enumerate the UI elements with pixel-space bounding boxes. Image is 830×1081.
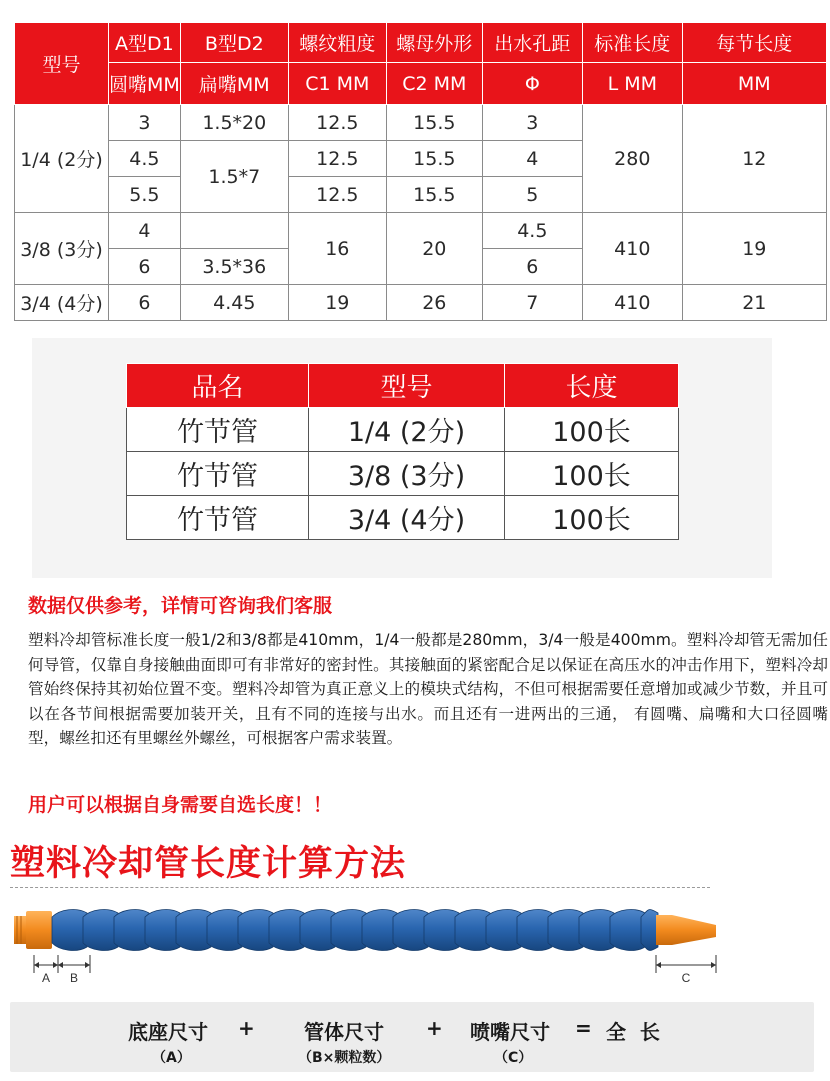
hose-segment — [83, 910, 118, 951]
spec-header-row-2 — [15, 63, 827, 105]
hose-segment — [145, 910, 180, 951]
cell-d2: 4.45 — [180, 285, 288, 321]
cell-c2: 20 — [386, 213, 482, 285]
cell-d1: 6 — [109, 285, 181, 321]
cell-model: 3/4 (4分) — [309, 496, 505, 540]
hose-segment — [486, 910, 521, 951]
cell-phi: 3 — [482, 105, 582, 141]
formula-body-sub: （B×颗粒数） — [298, 1050, 391, 1066]
dimension-markers — [34, 955, 716, 973]
table-row — [127, 496, 679, 540]
header-length: 长度 — [505, 364, 679, 408]
cell-model: 1/4 (2分) — [15, 105, 109, 213]
formula-plus-1: + — [238, 1016, 255, 1040]
cell-d2: 3.5*36 — [180, 249, 288, 285]
hose-segment — [517, 910, 552, 951]
header-model: 型号 — [309, 364, 505, 408]
cell-l: 280 — [582, 105, 682, 213]
cell-phi: 5 — [482, 177, 582, 213]
hose-segment — [52, 910, 87, 951]
length-table-header — [127, 364, 679, 408]
cell-model: 3/8 (3分) — [309, 452, 505, 496]
header-l: 标准长度 — [582, 23, 682, 63]
header-c2: 螺母外形 — [386, 23, 482, 63]
table-row — [15, 285, 827, 321]
table-row — [15, 213, 827, 249]
cell-name: 竹节管 — [127, 408, 309, 452]
cell-model: 3/4 (4分) — [15, 285, 109, 321]
length-table — [126, 363, 679, 540]
formula-base-sub: （A） — [152, 1050, 191, 1066]
unit-seg: MM — [682, 63, 826, 105]
cell-d1: 6 — [109, 249, 181, 285]
table-row — [127, 452, 679, 496]
cell-name: 竹节管 — [127, 496, 309, 540]
cell-c1: 12.5 — [288, 177, 386, 213]
nozzle-icon — [656, 915, 716, 945]
spec-header-row-1 — [15, 23, 827, 63]
cell-c2: 15.5 — [386, 177, 482, 213]
dim-label-a: A — [41, 971, 51, 985]
cell-model: 3/8 (3分) — [15, 213, 109, 285]
dim-label-b: B — [69, 971, 79, 985]
cell-d2: 1.5*20 — [180, 105, 288, 141]
cell-c2: 15.5 — [386, 141, 482, 177]
cell-d1: 4.5 — [109, 141, 181, 177]
hose-segment — [114, 910, 149, 951]
cell-name: 竹节管 — [127, 452, 309, 496]
unit-phi: Φ — [482, 63, 582, 105]
header-phi: 出水孔距 — [482, 23, 582, 63]
hose-segment — [610, 910, 645, 951]
unit-c1: C1 MM — [288, 63, 386, 105]
cell-l: 410 — [582, 213, 682, 285]
header-name: 品名 — [127, 364, 309, 408]
hose-segments — [52, 910, 658, 951]
cell-length: 100长 — [505, 496, 679, 540]
cell-seg: 19 — [682, 213, 826, 285]
cell-d1: 4 — [109, 213, 181, 249]
table-row — [127, 408, 679, 452]
reference-notice: 数据仅供参考，详情可咨询我们客服 — [28, 595, 333, 617]
hose-segment — [579, 910, 614, 951]
formula-body: 管体尺寸 — [304, 1020, 384, 1044]
table-row — [15, 105, 827, 141]
formula-plus-2: + — [426, 1016, 443, 1040]
cell-seg: 21 — [682, 285, 826, 321]
header-d2: B型D2 — [180, 23, 288, 63]
hose-segment — [362, 910, 397, 951]
formula-nozzle-sub: （C） — [494, 1050, 533, 1066]
hose-segment — [238, 910, 273, 951]
formula-equals: = — [575, 1016, 592, 1040]
cell-length: 100长 — [505, 408, 679, 452]
cell-c2: 26 — [386, 285, 482, 321]
cell-d2: 1.5*7 — [180, 141, 288, 213]
hose-segment — [393, 910, 428, 951]
cell-phi: 4.5 — [482, 213, 582, 249]
hose-segment — [176, 910, 211, 951]
cell-c1: 12.5 — [288, 141, 386, 177]
cell-seg: 12 — [682, 105, 826, 213]
custom-length-notice: 用户可以根据自身需要自选长度！！ — [28, 794, 333, 816]
hose-segment — [455, 910, 490, 951]
hose-segment — [207, 910, 242, 951]
unit-c2: C2 MM — [386, 63, 482, 105]
cell-d2 — [180, 213, 288, 249]
hose-segment — [269, 910, 304, 951]
cell-c1: 12.5 — [288, 105, 386, 141]
cell-c2: 15.5 — [386, 105, 482, 141]
cell-l: 410 — [582, 285, 682, 321]
header-seg: 每节长度 — [682, 23, 826, 63]
unit-d1: 圆嘴MM — [109, 63, 181, 105]
formula-base: 底座尺寸 — [128, 1020, 208, 1044]
dim-label-c: C — [681, 971, 691, 985]
cell-d1: 5.5 — [109, 177, 181, 213]
unit-l: L MM — [582, 63, 682, 105]
section-divider — [10, 887, 710, 888]
calc-section-title: 塑料冷却管长度计算方法 — [10, 844, 407, 884]
header-c1: 螺纹粗度 — [288, 23, 386, 63]
cell-model: 1/4 (2分) — [309, 408, 505, 452]
base-fitting-icon — [14, 911, 52, 949]
formula-nozzle: 喷嘴尺寸 — [470, 1020, 550, 1044]
header-model: 型号 — [15, 23, 109, 105]
hose-segment — [300, 910, 335, 951]
cell-phi: 4 — [482, 141, 582, 177]
hose-segment — [331, 910, 366, 951]
hose-segment — [548, 910, 583, 951]
cell-phi: 7 — [482, 285, 582, 321]
coolant-hose-diagram — [0, 895, 830, 995]
spec-table — [14, 22, 827, 321]
cell-phi: 6 — [482, 249, 582, 285]
hose-segment — [424, 910, 459, 951]
formula-total: 全 长 — [606, 1020, 660, 1044]
unit-d2: 扁嘴MM — [180, 63, 288, 105]
cell-c1: 19 — [288, 285, 386, 321]
cell-d1: 3 — [109, 105, 181, 141]
cell-c1: 16 — [288, 213, 386, 285]
header-d1: A型D1 — [109, 23, 181, 63]
dimension-arrows — [34, 962, 716, 968]
hose-segment — [641, 910, 658, 951]
cell-length: 100长 — [505, 452, 679, 496]
description-paragraph: 塑料冷却管标准长度一般1/2和3/8都是410mm，1/4一般都是280mm，3/4一般是400mm。塑料冷却管无需加任何导管，仅靠自身接触曲面即可有非常好的密封性。其接触面的紧密配合足以保证在高压水的冲击作用下，塑料冷却管始终保持其初始位置不变。塑料冷却管为真正意义上的模块式结构，不但可根据需要任意增加或减少节数，并且可以在各节间根据需要加装开关，且有不同的连接与出水。而且还有一进两出的三通， 有圆嘴、扁嘴和大口径圆嘴型，螺丝扣还有里螺丝外螺丝，可根据客户需求装置。 — [28, 631, 828, 748]
